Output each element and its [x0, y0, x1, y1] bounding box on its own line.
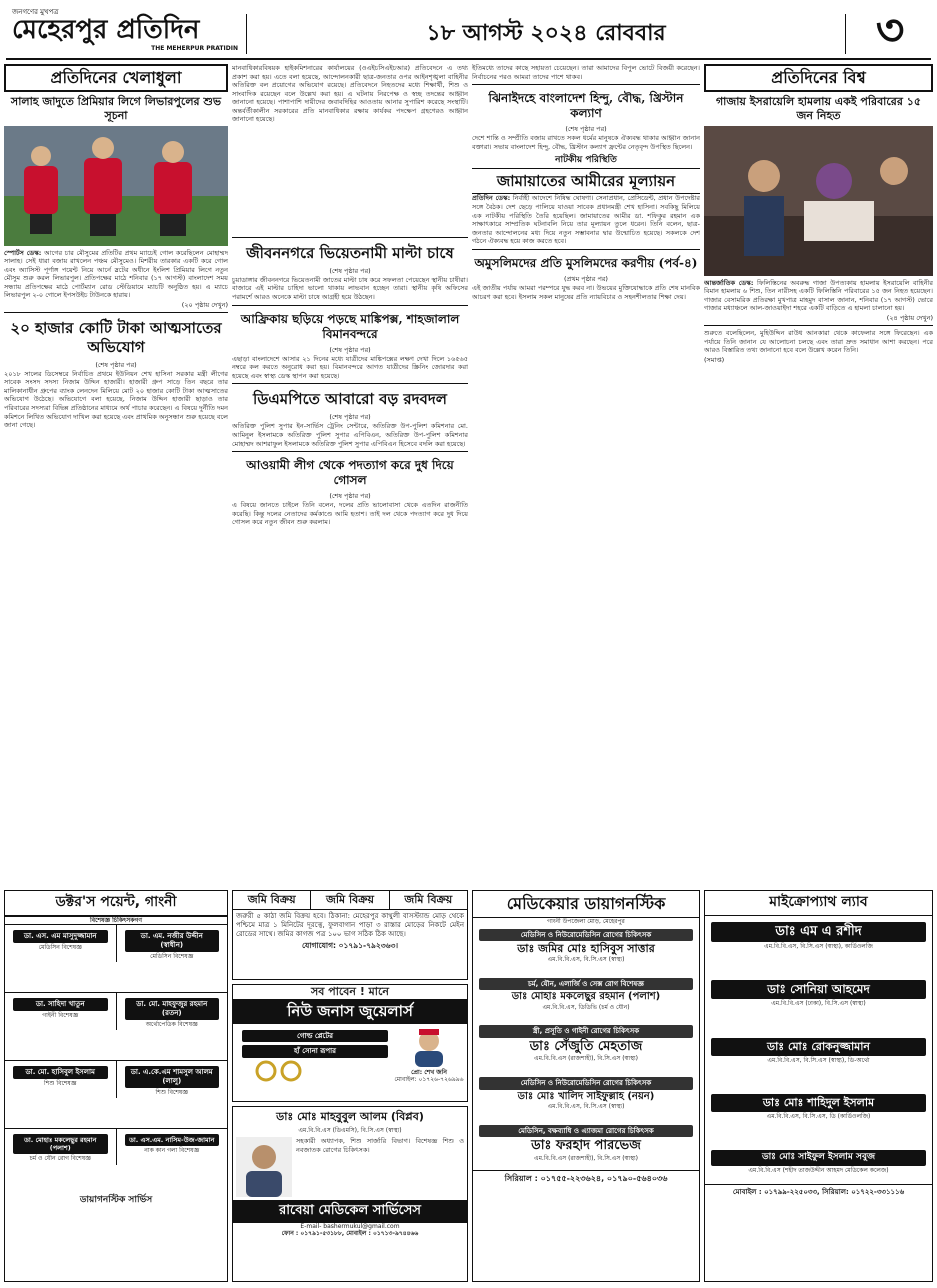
land-phone: যোগাযোগ: ০১৭৯১-৭৯২৩৬৩।	[301, 941, 399, 951]
doctor-4: ডা. মো. মাহফুজুর রহমান (রতন)	[125, 998, 220, 1020]
continued-from: (শেষ পৃষ্ঠার পর)	[329, 492, 371, 501]
newspaper-name: মেহেরপুর প্রতিদিন	[12, 14, 200, 45]
tagline: জনগণের মুখপত্র	[12, 8, 59, 16]
article-awami-body: এ বিষয়ে জানতে চাইলে তিনি বলেন, দলের প্রতি ভালোবাসা থেকে এতদিন রাজনীতি করেছি। কিন্তু দলের নেতাদের কর্মকাণ্ডে আমি হতাশ। তাই দল থেকে পদত্যাগ করে দুধ দিয়ে গোসল করে নতুন জীবন শুরু করলাম।	[232, 501, 468, 527]
dateline: ১৮ আগস্ট ২০২৪ রোববার	[246, 14, 846, 54]
headline-awami-league: আওয়ামী লীগ থেকে পদত্যাগ করে দুধ দিয়ে গোসল	[246, 458, 454, 488]
microlab-doc5: ডাঃ মোঃ সাইফুল ইসলাম সবুজ	[711, 1150, 926, 1165]
ad-doctors-footer: ডায়াগনস্টিক সার্ভিস	[79, 1194, 153, 1205]
section-world-heading: প্রতিদিনের বিশ্ব	[704, 64, 933, 92]
jewellers-top: সব পাবেন ! মানে	[311, 985, 389, 998]
label-dramatic: নাটকীয় পরিস্থিতি	[555, 155, 617, 166]
column-2	[232, 64, 468, 884]
microlab-phone: মোবাইল : ০১৭৯৯-২২৫০৩৩, সিরিয়াল: ০১৭২২-৩৩১১১৬	[705, 1184, 932, 1197]
jewellers-owner: প্রো: শেখ জনি	[411, 1068, 447, 1076]
article-embezzlement-body: ২০১৮ সালের ডিসেম্বরে নির্বাচিত প্রথমে ইউনিয়ন শেখ হাসিনা সরকার মন্ত্রী লীগের সাবেক সংসদ সদস্য নিজাম উদ্দিন হাজারী। হাজারী গ্রুপ সাড়ে তিন বছরে তার মালিকানাধীন গ্রুপের ব্যাংক লেনদেন মিলিয়ে মোট ২০ হাজার কোটি টাকা আত্মসাতের অভিযোগ উঠেছে। অভিযোগে বলা হয়েছে, নিজাম উদ্দিন হাজারী ছাড়াও তার পরিবারের সদস্যরা বিভিন্ন প্রতিষ্ঠানের মাধ্যমে অর্থ পাচার করেছেন। এ বিষয়ে দুর্নীতি দমন কমিশনে লিখিত অভিযোগ দাখিল করা হয়েছে এবং প্রাথমিক অনুসন্ধান শুরু হয়েছে বলে জানা গেছে।	[4, 369, 228, 430]
doctor-1: ডা. এস. এম মাসুদুজ্জামান	[13, 930, 108, 943]
doctor-3: ডা. সাহিদা খাতুন	[13, 998, 108, 1011]
continued-from: (শেষ পৃষ্ঠার পর)	[329, 345, 371, 354]
ad-doctors-point: ডক্টর'স পয়েন্ট, গাংনী বিশেষজ্ঞ চিকিৎসকগণ ডা. এস. এম মাসুদুজ্জামান মেডিসিন বিশেষজ্ঞ ডা. এম. নজীর উদ্দীন (স্বাধীন) মেডিসিন বিশেষজ্ঞ ডা. সাহিদা খাতুন গাইনী বিশেষজ্ঞ ডা. মো. মাহফুজুর রহমান (রতন) অর্থোপেডিক বিশেষজ্ঞ ডা. মো. হাসিবুল ইসলাম শিশু বিশেষজ্ঞ ডা. এ.কে.এম শামসুল আলম (লালু) শিশু বিশেষজ্ঞ ডা. মোহাঃ মকলেছুর রহমান (পলাশ) চর্ম ও যৌন রোগ বিশেষজ্ঞ ডা. এস.এম. নাসিম-উজ-জামান নাক কান গলা বিশেষজ্ঞ ডায়াগনস্টিক সার্ভিস	[4, 890, 228, 1282]
medicare-doc3: ডাঃ সেঁজুতি মেহতাজ	[529, 1039, 643, 1054]
article-non-muslims-body: এই জাতীয় পর্যায় আমরা পরম্পরে যুদ্ধ করব না। উভয়ের মুক্তিযোদ্ধাকে প্রতি শেষ মানবিক আচরণ করা হবে। ইসলাম সকল মানুষের প্রতি ন্যায়বিচার ও সহনশীলতার শিক্ষা দেয়।	[472, 284, 700, 301]
medicare-sec5: মেডিসিন, বক্ষব্যাধি ও এ্যাজমা রোগের চিকিৎসক	[479, 1125, 693, 1138]
continued-from: (শেষ পৃষ্ঠার পর)	[329, 266, 371, 275]
ad-doctors-point-title: ডক্টর'স পয়েন্ট, গাংনী	[5, 891, 227, 917]
medicare-doc5: ডাঃ ফরহাদ পারভেজ	[531, 1138, 641, 1154]
continued-from: (শেষ পৃষ্ঠার পর)	[329, 413, 371, 422]
headline-mpox: আফ্রিকায় ছড়িয়ে পড়ছে মাঙ্কিপক্স, শাহজালাল বিমানবন্দরে	[240, 311, 460, 341]
jewellers-line1: গোল্ড প্লেটের	[242, 1030, 388, 1043]
column-world	[704, 64, 933, 884]
article-liverpool-body: আগের চার মৌসুমের প্রতিটির প্রথম ম্যাচেই গোল করেছিলেন মোহাম্মদ সালাহ। সেই ধারা বজায় রাখলেন পঞ্চম মৌসুমেও। মিশরীয় তারকার একটি করে গোল এবং অ্যাসিস্ট পূর্ণাঙ্গ পয়েন্ট নিয়ে আর্নে স্লটের অধীনে ইংলিশ প্রিমিয়ার লিগে নতুন মৌসুম শুরু করল লিভারপুল। প্রতিপক্ষের মাঠে শনিবার (১৭ আগস্ট) বাংলাদেশ সময় সন্ধ্যায় প্রতিপক্ষের মাঠে পোর্টম্যান রোড স্টেডিয়ামে ম্যাচটি অনুষ্ঠিত হয়। এ ম্যাচে লিভারপুল ২-০ গোলে ইপসউইচ টাউনকে হারায়।	[4, 248, 228, 300]
vipra-degree: এম.বি.বি.এস (ডিএমসি), বি.সি.এস (স্বাস্থ্য)	[298, 1126, 402, 1134]
ad-microlab: মাইক্রোপ্যাথ ল্যাব ডাঃ এম এ রশীদ এম.বি.বি.এস, বি.সি.এস (স্বাস্থ্য), কার্ডিওলজি ডাঃ সোনিয়া আহমেদ এম.বি.বি.এস (ঢাকা), বি.সি.এস (স্বাস্থ্য) ডাঃ মোঃ রোকনুজ্জামান এম.বি.বি.এস, বি.সি.এস (স্বাস্থ্য), ডি-অর্থো ডাঃ মোঃ শাহিদুল ইসলাম এম.বি.বি.এস, বি.সি.এস, ডি (কার্ডিওলজি) ডাঃ মোঃ সাইফুল ইসলাম সবুজ এম.বি.বি.এস (শহীদ তাজউদ্দীন আহমদ মেডিকেল কলেজ) মোবাইল : ০১৭৯৯-২২৫০৩৩, সিরিয়াল: ০১৭২২-৩৩১১১৬	[704, 890, 933, 1282]
page-number: ৩	[875, 5, 905, 56]
continued-note: (২০ পৃষ্ঠায় দেখুন)	[181, 300, 228, 309]
photo-gaza	[704, 126, 933, 276]
article-top-continued: মানবাধিকারবিষয়ক হাইকমিশনারের কার্যালয়ের (ওএইচসিএইচআর) প্রতিবেদনে এ তথ্য প্রকাশ করা হয়। এতে বলা হয়েছে, আন্দোলনকারী ছাত্র-জনতার ওপর আইনশৃঙ্খলা বাহিনীর অতিরিক্ত বল প্রয়োগের অভিযোগ রয়েছে। প্রতিবেদনে নিহতদের মধ্যে শিক্ষার্থী, শিশু ও সাংবাদিক রয়েছেন বলে উল্লেখ করা হয়। এ ঘটনায় নিরপেক্ষ ও স্বচ্ছ তদন্তের আহ্বান জানানো হয়েছে। পাশাপাশি দায়ীদের জবাবদিহির আওতায় আনার সুপারিশ করেছে সংস্থাটি। অন্তর্বর্তীকালীন সরকারের প্রতি মানবাধিকার রক্ষায় কার্যকর পদক্ষেপ গ্রহণেরও আহ্বান জানানো হয়েছে।	[232, 64, 468, 124]
land-body: জরুরী ৫ কাঠা জমি বিক্রয় হবে। ঠিকানা: মেহেরপুর কাথুলী বাসস্ট্যান্ড মোড় থেকে পশ্চিমে মাত্র ১ মিনিটের দূরত্বে, ফুলবাগান পাড়া ৩ রাস্তার মোড়ের নিকটে মেইন রোডের সাথে। জমির কাগজ পত্র ১০০ ভাগ সঠিক ঠিক আছে।	[236, 911, 464, 939]
land-label-2: জমি বিক্রয়	[311, 891, 389, 909]
article-jhenaidah-body: দেশে শান্তি ও সম্প্রীতি বজায় রাখতে সকল ধর্মের মানুষকে ঐক্যবদ্ধ থাকার আহ্বান জানান বক্তারা। সভায় বাংলাদেশ হিন্দু, বৌদ্ধ, খ্রিস্টান কল্যাণ ফ্রন্টের নেতৃবৃন্দ উপস্থিত ছিলেন।	[472, 134, 700, 151]
vipra-doctor: ডাঃ মোঃ মাহবুবুল আলম (বিপ্লব)	[276, 1110, 424, 1123]
microlab-doc3: ডাঃ মোঃ রোকনুজ্জামান	[711, 1038, 926, 1056]
medicare-doc2: ডাঃ মোহাঃ মকলেছুর রহমান (পলাশ)	[511, 991, 661, 1003]
headline-non-muslims: অমুসলিমদের প্রতি মুসলিমদের করণীয় (পর্ব-৪)	[474, 255, 698, 270]
article-top-continued: ইতিমধ্যে তাদের কাছে সহায়তা চেয়েছেন। তারা আমাদের বিপুল ভোটে বিজয়ী করেছেন। নির্বাচনের পরও আমরা তাদের পাশে থাকব।	[472, 64, 700, 81]
vipra-clinic: রাবেয়া মেডিকেল সার্ভিসেস	[233, 1200, 467, 1222]
photo-football-players	[4, 126, 228, 246]
doctor-7: ডা. মোহাঃ মকলেছুর রহমান (পলাশ)	[13, 1134, 108, 1154]
headline-gaza: গাজায় ইসরায়েলি হামলায় একই পরিবারের ১৫ জন নিহত	[715, 95, 922, 122]
logo	[12, 8, 238, 54]
medicare-doc4: ডাঃ মোঃ খালিদ সাইফুল্লাহ (নয়ন)	[517, 1090, 655, 1102]
medicare-sec3: স্ত্রী, প্রসূতি ও গাইনী রোগের চিকিৎসক	[479, 1025, 693, 1038]
ad-medicare: মেডিকেয়ার ডায়াগনস্টিক গাংনী উপজেলা মোড়, মেহেরপুর মেডিসিন ও নিউরোমেডিসিন রোগের চিকিৎসক ডাঃ জমির মোঃ হাসিবুস সাত্তার এম.বি.বি.এস, বি.সি.এস (স্বাস্থ্য) চর্ম, যৌন, এলার্জি ও সেক্স রোগ বিশেষজ্ঞ ডাঃ মোহাঃ মকলেছুর রহমান (পলাশ) এম.বি.বি.এস, ডিডিভি (চর্ম ও যৌন) স্ত্রী, প্রসূতি ও গাইনী রোগের চিকিৎসক ডাঃ সেঁজুতি মেহতাজ এম.বি.বি.এস (রাজশাহী), বি.সি.এস (স্বাস্থ্য) মেডিসিন ও নিউরোমেডিসিন রোগের চিকিৎসক ডাঃ মোঃ খালিদ সাইফুল্লাহ (নয়ন) এম.বি.বি.এস, বি.সি.এস (স্বাস্থ্য) মেডিসিন, বক্ষব্যাধি ও এ্যাজমা রোগের চিকিৎসক ডাঃ ফরহাদ পারভেজ এম.বি.বি.এস (রাজশাহী), বি.সি.এস (স্বাস্থ্য) সিরিয়াল : ০১৭৫৫-২২৩৬২৪, ০১৭৯০-৫৬৪০৩৬	[472, 890, 700, 1282]
article-dmp-body: অতিরিক্ত পুলিশ সুপার ইন-সার্ভিস ট্রেনিং সেন্টারে, অতিরিক্ত উপ-পুলিশ কমিশনার মো. আমিনুল ইসলামকে অতিরিক্ত পুলিশ সুপার এপিবিএন, অতিরিক্ত উপ-পুলিশ কমিশনার মোহাম্মদ আশরাফুল ইসলামকে অতিরিক্ত পুলিশ সুপার এপিবিএন হিসেবে বদলি করা হয়েছে।	[232, 422, 468, 448]
doctor-5: ডা. মো. হাসিবুল ইসলাম	[13, 1066, 108, 1079]
land-label-3: জমি বিক্রয়	[404, 893, 453, 906]
doctor-2: ডা. এম. নজীর উদ্দীন (স্বাধীন)	[125, 930, 220, 952]
column-sports	[4, 64, 228, 884]
continued-note: (২৪ পৃষ্ঠায় দেখুন)	[886, 313, 933, 322]
microlab-title: মাইক্রোপ্যাথ ল্যাব	[705, 891, 932, 916]
headline-dmp: ডিএমপিতে আবারো বড় রদবদল	[253, 390, 447, 409]
vipra-email: E-mail- bashermukul@gmail.com	[300, 1222, 400, 1230]
land-label-1: জমি বিক্রয়	[233, 891, 311, 909]
end-note: (সমাপ্ত)	[704, 355, 725, 364]
ad-land-sale	[232, 890, 468, 980]
continued-from: (প্রথম পৃষ্ঠার পর)	[564, 274, 608, 283]
medicare-title: মেডিকেয়ার ডায়াগনস্টিক	[473, 891, 699, 918]
ad-doctors-subtitle: বিশেষজ্ঞ চিকিৎসকগণ	[90, 916, 142, 924]
medicare-sec2: চর্ম, যৌন, এলার্জি ও সেক্স রোগ বিশেষজ্ঞ	[479, 978, 693, 991]
vipra-phone: ফোন : ০১৭৯১-৫৩১৮৮, মোবাইল : ০১৭১৩-৯৭৪৪৬৬	[281, 1230, 419, 1237]
medicare-sec4: মেডিসিন ও নিউরোমেডিসিন রোগের চিকিৎসক	[479, 1077, 693, 1090]
doctor-6: ডা. এ.কে.এম শামসুল আলম (লালু)	[125, 1066, 220, 1088]
article-malta-body: চুয়াডাঙ্গার জীবননগরে ভিয়েতনামী জাতের মাল্টা চাষ করে সফলতা পেয়েছেন স্থানীয় চাষীরা। বাজারে এই মাল্টার চাহিদা ভালো থাকায় লাভবান হচ্ছেন তারা। স্থানীয় কৃষি অফিসের পরামর্শে আরও অনেকে মাল্টা চাষে আগ্রহী হয়ে উঠছেন।	[232, 275, 468, 302]
jewellers-phone: মোবাইল: ০১৭২৬-৭২৬৯৯৬	[394, 1076, 464, 1084]
microlab-doc2: ডাঃ সোনিয়া আহমেদ	[711, 980, 926, 999]
doctor-photo	[236, 1137, 292, 1197]
medicare-sec1: মেডিসিন ও নিউরোমেডিসিন রোগের চিকিৎসক	[479, 929, 693, 942]
masthead	[6, 4, 931, 60]
medicare-doc1: ডাঃ জমির মোঃ হাসিবুস সাত্তার	[517, 942, 655, 956]
microlab-doc4: ডাঃ মোঃ শাহিদুল ইসলাম	[711, 1094, 926, 1112]
medicare-serial: সিরিয়াল : ০১৭৫৫-২২৩৬২৪, ০১৭৯০-৫৬৪০৩৬	[473, 1170, 699, 1184]
headline-liverpool: সালাহ জাদুতে প্রিমিয়ার লিগে লিভারপুলের শুভ সূচনা	[10, 95, 222, 122]
headline-malta: জীবননগরে ভিয়েতনামী মাল্টা চাষে	[246, 244, 454, 262]
medicare-address: গাংনী উপজেলা মোড়, মেহেরপুর	[547, 918, 625, 925]
doctor-8: ডা. এস.এম. নাসিম-উজ-জামান	[125, 1134, 220, 1146]
article-world-continued: শুরুতে বলেছিলেন, মুহিউদ্দিন রাউধ আনকারা থেকে কাফেলার সঙ্গে ফিরেছেন। এক পর্যায়ে তিনি জানান যে আলোচনা চলছে এবং তারা দ্রুত সমাধান আশা করছেন। পরে আরও বিস্তারিত তথ্য জানানো হবে বলে উল্লেখ করেন তিনি।	[704, 328, 933, 355]
byline-international: আন্তর্জাতিক ডেস্ক:	[704, 278, 754, 287]
ad-jewellers	[232, 984, 468, 1102]
headline-jamaat: জামায়াতের আমীরের মূল্যায়ন	[472, 168, 700, 195]
byline-desk: প্রতিদিন ডেস্ক:	[472, 194, 511, 203]
headline-embezzlement: ২০ হাজার কোটি টাকা আত্মসাতের অভিযোগ	[10, 319, 222, 356]
section-sports-heading: প্রতিদিনের খেলাধুলা	[4, 64, 228, 92]
byline-sports: স্পোর্টস ডেস্ক:	[4, 248, 42, 257]
headline-jhenaidah: ঝিনাইদহে বাংলাদেশ হিন্দু, বৌদ্ধ, খ্রিস্টান কল্যাণ	[488, 91, 684, 121]
continued-from: (শেষ পৃষ্ঠার পর)	[95, 360, 137, 369]
ad-vipra: ডাঃ মোঃ মাহবুবুল আলম (বিপ্লব) এম.বি.বি.এস (ডিএমসি), বি.সি.এস (স্বাস্থ্য) সহকারী অধ্যাপক, শিশু সার্জারি বিভাগ। বিশেষজ্ঞ শিশু ও নবজাতক রোগের চিকিৎসক। রাবেয়া মেডিকেল সার্ভিসেস E-mail- bashermukul@gmail.com ফোন : ০১৭৯১-৫৩১৮৮, মোবাইল : ০১৭১৩-৯৭৪৪৬৬	[232, 1106, 468, 1282]
owner-photo	[407, 1027, 451, 1067]
article-jamaat-body: নির্বাহী আদেশে নিষিদ্ধ ঘোষণা। সেনাপ্রধান, প্রেসিডেন্ট, প্রধান উপদেষ্টার সঙ্গে বৈঠক। দেশ ছেড়ে পালিয়ে যাওয়া সাবেক প্রধানমন্ত্রী শেখ হাসিনা। সবকিছু মিলিয়ে এক নাটকীয় পরিস্থিতি তৈরি হয়েছিল। জামায়াতের আমীর ডা. শফিকুর রহমান এক সাক্ষাৎকারে সাম্প্রতিক ঘটনাবলি নিয়ে তার মূল্যায়ন তুলে ধরেন। তিনি বলেন, ছাত্র-জনতার আন্দোলনের মধ্য দিয়ে নতুন সম্ভাবনার দ্বার উন্মোচিত হয়েছে। সকলকে দেশ গঠনে ঐক্যবদ্ধ হয়ে কাজ করতে হবে।	[472, 194, 700, 246]
article-jamaat	[472, 194, 700, 245]
article-mpox-body: এছাড়া বাংলাদেশে আসার ২১ দিনের মধ্যে যাত্রীদের মাঙ্কিপক্সের লক্ষণ দেখা দিলে ১৬৫৬৫ নম্বরে কল করতে অনুরোধ করা হয়। বিমানবন্দরে আগত যাত্রীদের স্ক্রিনিং জোরদার করা হয়েছে এবং স্বাস্থ্য ডেস্ক স্থাপন করা হয়েছে।	[232, 354, 468, 380]
ring-icon	[236, 1059, 336, 1083]
article-gaza	[704, 279, 933, 313]
microlab-doc1: ডাঃ এম এ রশীদ	[711, 922, 926, 942]
article-liverpool	[4, 249, 228, 300]
jewellers-name: নিউ জনাস জুয়েলার্স	[233, 999, 467, 1024]
jewellers-line2: হাঁ সোনা রূপার	[242, 1045, 388, 1058]
newspaper-name-en: THE MEHERPUR PRATIDIN	[151, 44, 238, 52]
continued-from: (শেষ পৃষ্ঠার পর)	[565, 125, 607, 134]
column-3	[472, 64, 700, 884]
article-gaza-body: ফিলিস্তিনের অবরুদ্ধ গাজা উপত্যকায় হামলায় ইসরায়েলি বাহিনীর বিমান হামলায় ৬ শিশু, তিন নারীসহ একটি ফিলিস্তিনি পরিবারের ১৫ জন নিহত হয়েছেন। গাজার বেসামরিক প্রতিরক্ষা মুখপাত্র মাহমুদ বাসাল জানান, শনিবার (১৭ আগস্ট) ভোরে গাজার মধ্যাঞ্চলে আল-জাওয়াইদা শহরে একটি বাড়িতে এ হামলা চালানো হয়।	[704, 278, 933, 313]
